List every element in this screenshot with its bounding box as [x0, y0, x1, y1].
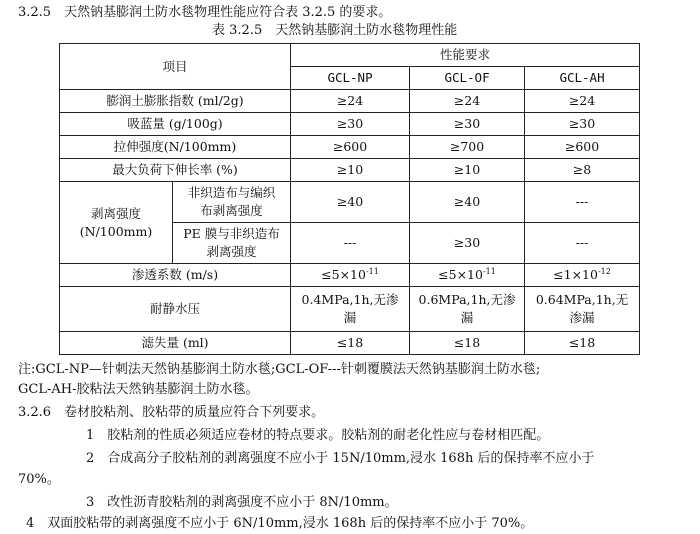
cell-of [410, 287, 525, 332]
cell-np: ≥40 [291, 182, 410, 223]
cell-of [410, 264, 525, 287]
cell-np [291, 287, 410, 332]
table-caption: 表 3.2.5 天然钠基膨润土防水毯物理性能 [212, 23, 458, 38]
perm-ah-base: ≤1×10 [553, 267, 598, 282]
cell-np: ≥600 [291, 136, 410, 159]
perm-of-base: ≤5×10 [438, 267, 483, 282]
item-header: 项目 [60, 44, 291, 90]
perm-of-exp: -11 [482, 266, 496, 276]
cell-np: ≤18 [291, 332, 410, 355]
cell-ah: --- [525, 223, 640, 264]
row-label: 渗透系数 (m/s) [60, 264, 291, 287]
cell-of: ≥700 [410, 136, 525, 159]
table-row [60, 136, 640, 159]
table-row-permeability [60, 264, 640, 287]
table-row-hydrostatic [60, 287, 640, 332]
peel-sub2-label [173, 223, 291, 264]
col-gcl-of: GCL-OF [410, 67, 525, 90]
peel-sub2-line2: 剥离强度 [206, 244, 257, 259]
cell-ah: --- [525, 182, 640, 223]
table-row-peel-1 [60, 182, 640, 223]
peel-sub1-label [173, 182, 291, 223]
cell-ah: ≥600 [525, 136, 640, 159]
table-header-row [60, 44, 640, 67]
list-item-1: 1 胶粘剂的性质必须适应卷材的特点要求。胶粘剂的耐老化性应与卷材相匹配。 [86, 428, 550, 443]
section-3-2-6: 3.2.6 卷材胶粘剂、胶粘带的质量应符合下列要求。 [18, 405, 325, 420]
peel-sub1-line1: 非织造布与编织 [187, 185, 276, 200]
press-ah-line1: 0.64MPa,1h,无 [535, 292, 629, 307]
peel-strength-label [60, 182, 173, 264]
list-item-4: 4 双面胶粘带的剥离强度不应小于 6N/10mm,浸水 168h 后的保持率不应小于 70%。 [26, 516, 534, 531]
table-note-line1: 注:GCL-NP—针刺法天然钠基膨润土防水毯;GCL-OF---针刺覆膜法天然钠基膨润土防水毯; [18, 362, 541, 377]
cell-ah: ≤18 [525, 332, 640, 355]
cell-of: ≤18 [410, 332, 525, 355]
col-gcl-ah: GCL-AH [525, 67, 640, 90]
table-row [60, 113, 640, 136]
peel-sub1-line2: 布剥离强度 [200, 203, 263, 218]
row-label: 拉伸强度(N/100mm) [60, 136, 291, 159]
cell-of: ≥10 [410, 159, 525, 182]
cell-of: ≥24 [410, 90, 525, 113]
table-row-filtration [60, 332, 640, 355]
perm-np-exp: -11 [365, 266, 379, 276]
press-of-line1: 0.6MPa,1h,无渗 [418, 292, 516, 307]
cell-np: ≥24 [291, 90, 410, 113]
peel-label-line2: (N/100mm) [79, 223, 153, 239]
peel-sub2-line1: PE 膜与非织造布 [183, 226, 280, 241]
perm-ah-exp: -12 [597, 266, 611, 276]
cell-ah [525, 264, 640, 287]
section-3-2-5: 3.2.5 天然钠基膨润土防水毯物理性能应符合表 3.2.5 的要求。 [18, 5, 392, 20]
cell-np: ≥30 [291, 113, 410, 136]
cell-np: ≥10 [291, 159, 410, 182]
performance-header: 性能要求 [291, 44, 640, 67]
cell-of: ≥30 [410, 223, 525, 264]
cell-np: --- [291, 223, 410, 264]
cell-np [291, 264, 410, 287]
list-item-2: 2 合成高分子胶粘剂的剥离强度不应小于 15N/10mm,浸水 168h 后的保持率不应小于 [86, 451, 595, 466]
cell-of: ≥30 [410, 113, 525, 136]
table-row [60, 90, 640, 113]
row-label: 最大负荷下伸长率 (%) [60, 159, 291, 182]
press-np-line1: 0.4MPa,1h,无渗 [301, 292, 399, 307]
cell-ah: ≥8 [525, 159, 640, 182]
list-item-2-continued: 70%。 [18, 472, 60, 487]
peel-label-line1: 剥离强度 [90, 205, 141, 221]
cell-ah: ≥24 [525, 90, 640, 113]
physical-properties-table [59, 43, 640, 355]
cell-ah [525, 287, 640, 332]
row-label: 滤失量 (ml) [60, 332, 291, 355]
perm-np-base: ≤5×10 [321, 267, 366, 282]
table-note-line2: GCL-AH-胶粘法天然钠基膨润土防水毯。 [18, 382, 259, 397]
table-row [60, 159, 640, 182]
row-label: 膨润土膨胀指数 (ml/2g) [60, 90, 291, 113]
press-ah-line2: 渗漏 [569, 310, 595, 325]
col-gcl-np: GCL-NP [291, 67, 410, 90]
cell-of: ≥40 [410, 182, 525, 223]
press-of-line2: 漏 [460, 310, 474, 325]
cell-ah: ≥30 [525, 113, 640, 136]
row-label: 耐静水压 [60, 287, 291, 332]
list-item-3: 3 改性沥青胶粘剂的剥离强度不应小于 8N/10mm。 [86, 495, 398, 510]
press-np-line2: 漏 [343, 310, 357, 325]
row-label: 吸蓝量 (g/100g) [60, 113, 291, 136]
